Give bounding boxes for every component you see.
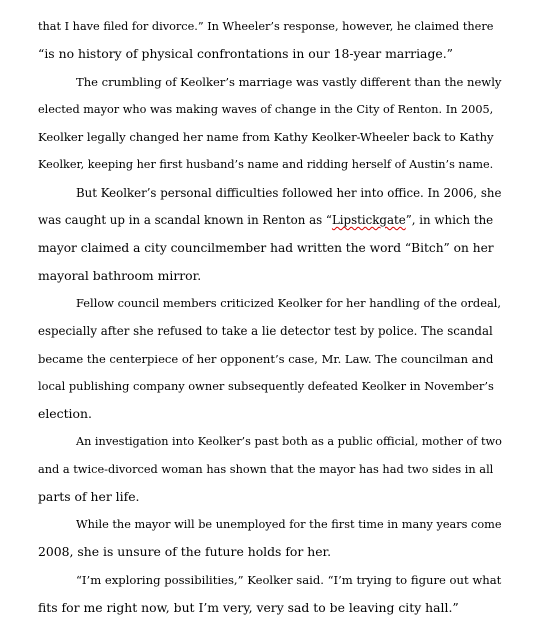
text-line — [76, 517, 506, 533]
text-run: local publishing company owner subsequently defeated Keolker in November’s — [38, 379, 494, 393]
text-run: that I have filed for divorce.” In Wheeler’s response, however, he claimed there — [38, 20, 494, 33]
text-line — [38, 461, 498, 477]
text-run: “is no history of physical confrontations in our 18-year marriage.” — [38, 46, 453, 61]
text-line — [38, 46, 498, 62]
text-line — [38, 406, 498, 422]
text-line — [38, 600, 498, 616]
text-line — [76, 74, 506, 90]
text-run: became the centerpiece of her opponent’s case, Mr. Law. The councilman and — [38, 352, 494, 366]
text-line — [76, 185, 506, 201]
text-line — [38, 129, 498, 145]
text-run: mayoral bathroom mirror. — [38, 268, 202, 283]
text-run: ”, in which the — [405, 213, 494, 227]
text-line — [38, 212, 498, 228]
misspelled-word[interactable]: Lipstickgate — [331, 213, 406, 227]
text-run: fits for me right now, but I’m very, very sad to be leaving city hall.” — [38, 600, 459, 615]
text-run: Fellow council members criticized Keolker for her handling of the ordeal, — [76, 296, 502, 310]
text-run: 2008, she is unsure of the future holds for her. — [38, 544, 332, 559]
text-run: mayor claimed a city councilmember had written the word “Bitch” on her — [38, 241, 494, 255]
text-run: While the mayor will be unemployed for the first time in many years come — [76, 518, 502, 531]
text-line — [38, 351, 498, 367]
text-run: especially after she refused to take a lie detector test by police. The scandal — [38, 324, 493, 338]
text-line — [76, 572, 506, 588]
text-line — [38, 19, 498, 35]
text-run: was caught up in a scandal known in Renton as “ — [38, 213, 332, 227]
text-run: election. — [38, 406, 92, 421]
text-line — [76, 434, 506, 450]
text-run: An investigation into Keolker’s past both as a public official, mother of two — [76, 435, 502, 448]
text-line — [38, 240, 498, 256]
text-line — [76, 295, 506, 311]
text-run: Keolker, keeping her first husband’s name and ridding herself of Austin’s name. — [38, 158, 494, 171]
text-run: Keolker legally changed her name from Kathy Keolker-Wheeler back to Kathy — [38, 130, 494, 144]
text-line — [38, 489, 498, 505]
text-line — [38, 102, 498, 118]
text-line — [38, 378, 498, 394]
text-run: The crumbling of Keolker’s marriage was vastly different than the newly — [76, 75, 502, 89]
text-run: “I’m exploring possibilities,” Keolker said. “I’m trying to figure out what — [76, 573, 502, 587]
text-line — [38, 268, 498, 284]
text-run: parts of her life. — [38, 489, 140, 504]
text-run: elected mayor who was making waves of change in the City of Renton. In 2005, — [38, 103, 494, 116]
text-line — [38, 157, 498, 173]
text-run: But Keolker’s personal difficulties followed her into office. In 2006, she — [76, 186, 502, 200]
text-line — [38, 544, 498, 560]
text-line — [38, 323, 498, 339]
text-run: and a twice-divorced woman has shown that the mayor has had two sides in all — [38, 462, 494, 476]
